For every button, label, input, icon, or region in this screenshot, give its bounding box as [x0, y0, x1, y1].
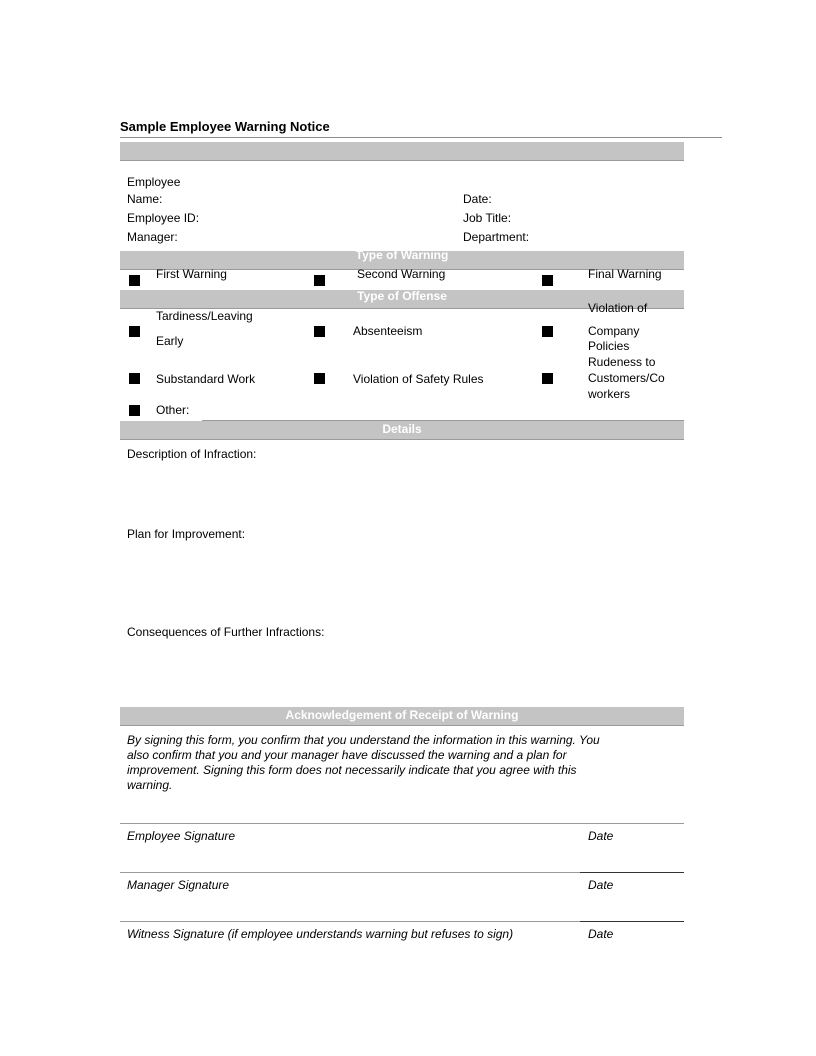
acknowledgement-heading: Acknowledgement of Receipt of Warning — [285, 708, 519, 722]
manager-signature-date-label: Date — [588, 878, 614, 892]
department-label: Department: — [463, 230, 530, 244]
employee-name-label-line1: Employee — [127, 175, 181, 189]
manager-signature-label: Manager Signature — [127, 878, 230, 892]
description-label: Description of Infraction: — [127, 447, 257, 461]
violation-policies-label-line1: Violation of — [588, 301, 648, 315]
rudeness-checkbox[interactable] — [542, 373, 553, 384]
violation-safety-label: Violation of Safety Rules — [353, 372, 484, 386]
tardiness-label-line1: Tardiness/Leaving — [156, 309, 253, 323]
employee-name-label-line2: Name: — [127, 192, 163, 206]
witness-signature-line — [120, 921, 580, 922]
violation-safety-checkbox[interactable] — [314, 373, 325, 384]
rudeness-label-line1: Rudeness to — [588, 355, 656, 369]
second-warning-label: Second Warning — [357, 267, 446, 281]
acknowledgement-text — [127, 733, 652, 793]
witness-signature-date-label: Date — [588, 927, 614, 941]
substandard-work-label: Substandard Work — [156, 372, 256, 386]
rudeness-label-line3: workers — [588, 387, 631, 401]
acknowledgement-line-4: warning. — [127, 778, 173, 792]
title-divider — [120, 137, 722, 138]
substandard-work-checkbox[interactable] — [129, 373, 140, 384]
tardiness-label-line2: Early — [156, 334, 184, 348]
manager-signature-line — [120, 872, 580, 873]
final-warning-label: Final Warning — [588, 267, 662, 281]
date-label: Date: — [463, 192, 492, 206]
job-title-label: Job Title: — [463, 211, 512, 225]
type-of-warning-heading: Type of Warning — [355, 251, 449, 262]
witness-signature-date-line — [580, 921, 684, 922]
final-warning-checkbox[interactable] — [542, 275, 553, 286]
details-bar — [120, 421, 684, 440]
manager-signature-date-line — [580, 872, 684, 873]
rudeness-label-line2: Customers/Co — [588, 371, 665, 385]
employee-id-label: Employee ID: — [127, 211, 200, 225]
employee-signature-date-label: Date — [588, 829, 614, 843]
other-label: Other: — [156, 403, 190, 417]
violation-policies-label-line2: Company — [588, 324, 640, 338]
violation-policies-label-line3: Policies — [588, 339, 630, 353]
witness-signature-label: Witness Signature (if employee understands warning but refuses to sign) — [127, 927, 514, 941]
consequences-label: Consequences of Further Infractions: — [127, 625, 325, 639]
details-heading: Details — [382, 422, 422, 436]
acknowledgement-bar — [120, 707, 684, 726]
second-warning-checkbox[interactable] — [314, 275, 325, 286]
violation-policies-checkbox[interactable] — [542, 326, 553, 337]
acknowledgement-line-1: By signing this form, you confirm that you understand the information in this warning. You — [127, 733, 600, 747]
first-warning-label: First Warning — [156, 267, 227, 281]
document-title: Sample Employee Warning Notice — [120, 119, 330, 134]
employee-signature-line — [120, 823, 684, 824]
first-warning-checkbox[interactable] — [129, 275, 140, 286]
header-bar — [120, 142, 684, 161]
other-checkbox[interactable] — [129, 405, 140, 416]
employee-signature-label: Employee Signature — [127, 829, 236, 843]
tardiness-checkbox[interactable] — [129, 326, 140, 337]
plan-label: Plan for Improvement: — [127, 527, 246, 541]
absenteeism-checkbox[interactable] — [314, 326, 325, 337]
acknowledgement-line-3: improvement. Signing this form does not necessarily indicate that you agree with this — [127, 763, 577, 777]
absenteeism-label: Absenteeism — [353, 324, 423, 338]
acknowledgement-line-2: also confirm that you and your manager have discussed the warning and a plan for — [127, 748, 567, 762]
type-of-offense-heading: Type of Offense — [357, 290, 447, 303]
manager-label: Manager: — [127, 230, 178, 244]
